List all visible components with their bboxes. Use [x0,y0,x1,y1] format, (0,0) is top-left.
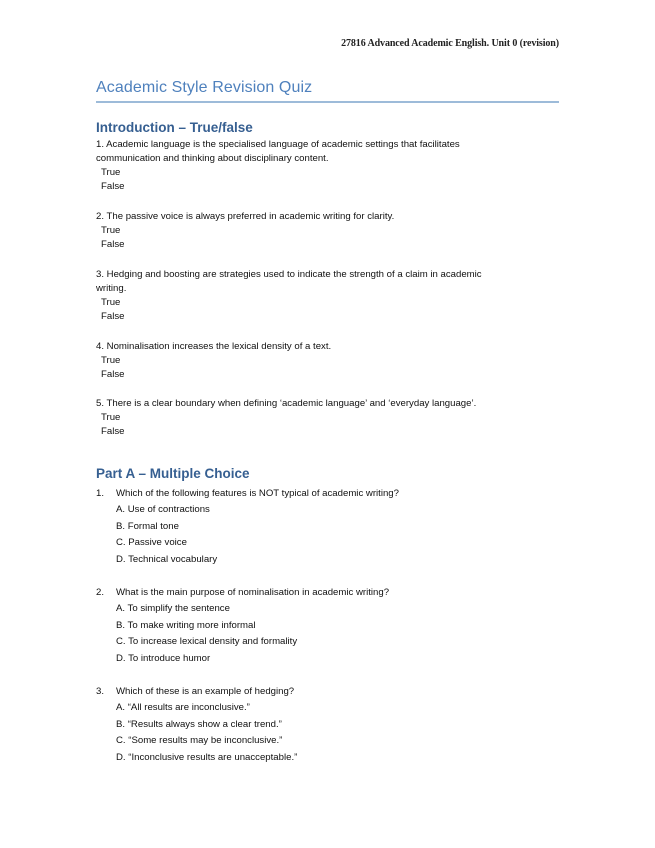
option-true[interactable]: True [101,412,121,423]
option-a[interactable]: A. Use of contractions [116,504,210,515]
tf-question-2 [96,210,536,252]
mc-question-2 [96,585,556,667]
question-text: communication and thinking about disciplinary content. [96,153,329,164]
question-text: 5. There is a clear boundary when defining ‘academic language’ and ‘everyday language’. [96,398,477,409]
option-false[interactable]: False [101,369,125,380]
option-false[interactable]: False [101,239,125,250]
option-c[interactable]: C. “Some results may be inconclusive.” [116,735,283,747]
option-d[interactable]: D. Technical vocabulary [116,553,218,565]
question-number: 2. [96,587,105,598]
option-b[interactable]: B. “Results always show a clear trend.” [116,718,282,730]
question-text: 3. Hedging and boosting are strategies used to indicate the strength of a claim in academic [96,269,482,280]
question-text: Which of these is an example of hedging? [116,686,295,697]
question-number: 3. [96,686,105,697]
question-number: 1. [96,488,105,499]
option-false[interactable]: False [101,426,125,437]
option-a[interactable]: A. “All results are inconclusive.” [116,702,250,713]
tf-question-5 [96,397,536,439]
option-true[interactable]: True [101,167,121,178]
option-b[interactable]: B. To make writing more informal [116,619,256,631]
option-b[interactable]: B. Formal tone [116,520,179,532]
option-true[interactable]: True [101,297,121,308]
option-false[interactable]: False [101,311,125,322]
question-text: 1. Academic language is the specialised language of academic settings that facilitates [96,139,460,150]
tf-question-4 [96,340,536,382]
option-true[interactable]: True [101,355,121,366]
option-c[interactable]: C. Passive voice [116,537,187,549]
page-title: Academic Style Revision Quiz [96,79,313,96]
intro-heading: Introduction – True/false [96,120,253,135]
option-a[interactable]: A. To simplify the sentence [116,603,230,614]
question-text: 2. The passive voice is always preferred in academic writing for clarity. [96,211,395,222]
question-text: writing. [96,283,127,294]
tf-question-1 [96,138,536,194]
option-d[interactable]: D. “Inconclusive results are unacceptable.” [116,751,298,763]
page-header: 27816 Advanced Academic English. Unit 0 (revision) [341,38,559,49]
partA-heading: Part A – Multiple Choice [96,466,250,481]
tf-question-3 [96,268,536,324]
option-c[interactable]: C. To increase lexical density and formality [116,636,298,648]
question-text: What is the main purpose of nominalisation in academic writing? [116,587,390,598]
option-false[interactable]: False [101,181,125,192]
title-underline [96,101,559,103]
question-text: 4. Nominalisation increases the lexical density of a text. [96,341,332,352]
question-text: Which of the following features is NOT typical of academic writing? [116,488,399,499]
mc-question-3 [96,684,556,766]
option-true[interactable]: True [101,225,121,236]
mc-question-1 [96,486,556,568]
option-d[interactable]: D. To introduce humor [116,652,211,664]
